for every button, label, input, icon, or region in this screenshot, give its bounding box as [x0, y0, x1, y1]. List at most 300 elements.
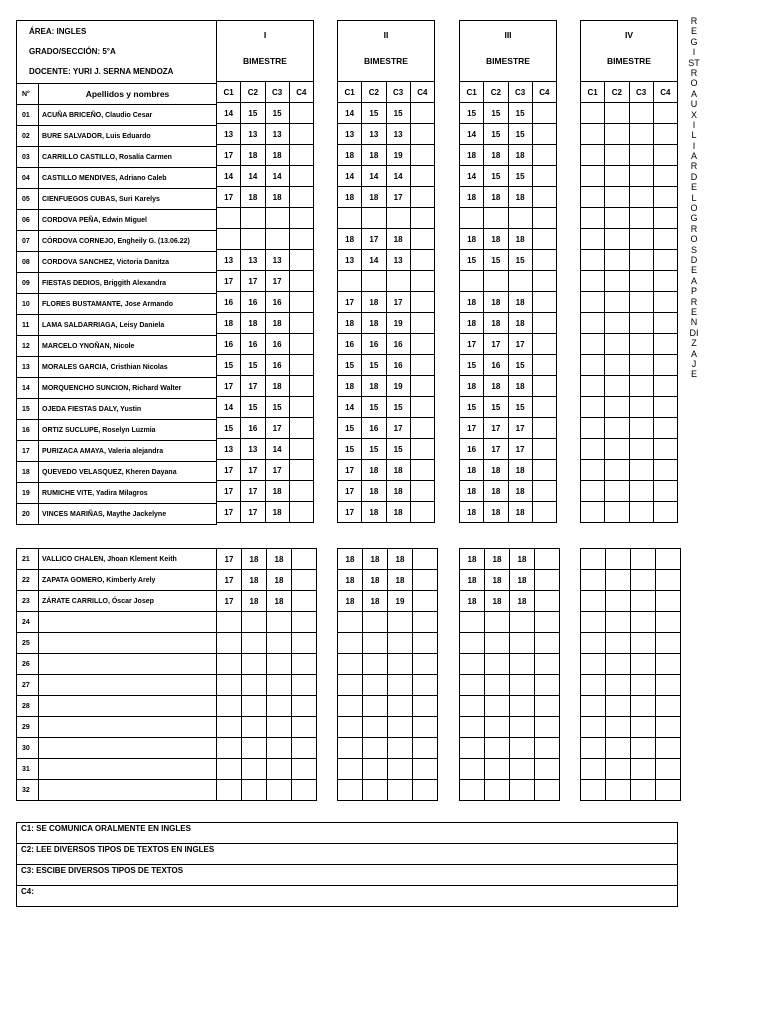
student-number: 29	[17, 717, 39, 738]
grade-cell	[413, 780, 438, 801]
bimestre-number: III	[504, 30, 512, 40]
grade-cell	[631, 612, 656, 633]
student-number: 26	[17, 654, 39, 675]
vertical-title-letter: G	[690, 36, 698, 47]
grade-cell	[289, 208, 313, 229]
grade-cell	[532, 439, 556, 460]
grade-cell	[535, 696, 560, 717]
grade-row	[338, 376, 435, 397]
grade-cell: 17	[265, 271, 289, 292]
grade-cell: 15	[386, 397, 410, 418]
grade-cell	[606, 696, 631, 717]
table-row	[17, 189, 217, 210]
criteria-header: C1	[581, 82, 605, 103]
col-header-name: Apellidos y nombres	[39, 84, 217, 105]
grade-cell	[292, 633, 317, 654]
vertical-title-letter: A	[690, 348, 697, 359]
grade-row	[460, 633, 560, 654]
student-name	[39, 633, 217, 654]
grade-row	[460, 654, 560, 675]
grade-cell	[535, 591, 560, 612]
grade-cell	[581, 292, 605, 313]
grade-cell: 18	[362, 502, 386, 523]
grade-cell	[581, 717, 606, 738]
grade-cell	[629, 229, 653, 250]
grade-row	[338, 397, 435, 418]
grade-row	[338, 334, 435, 355]
grade-row	[338, 654, 438, 675]
grade-cell	[581, 334, 605, 355]
grade-cell: 19	[388, 591, 413, 612]
grade-cell: 17	[362, 229, 386, 250]
grade-cell	[581, 738, 606, 759]
grade-cell	[460, 717, 485, 738]
grade-row	[217, 481, 314, 502]
table-row	[17, 168, 217, 189]
grade-row	[581, 418, 678, 439]
student-number: 05	[17, 189, 39, 210]
grade-cell: 14	[460, 124, 484, 145]
student-name: CORDOVA SANCHEZ, Victoria Danitza	[39, 252, 217, 273]
grade-cell: 16	[217, 334, 241, 355]
grade-cell	[289, 250, 313, 271]
grade-cell	[581, 376, 605, 397]
grade-cell	[362, 271, 386, 292]
grade-cell: 18	[242, 549, 267, 570]
grade-cell: 17	[217, 460, 241, 481]
grade-cell	[510, 780, 535, 801]
grade-cell: 18	[362, 376, 386, 397]
course-info	[17, 21, 217, 84]
grade-cell	[581, 591, 606, 612]
grade-cell	[581, 208, 605, 229]
grade-cell	[460, 675, 485, 696]
grade-cell: 14	[217, 397, 241, 418]
grade-cell	[485, 696, 510, 717]
grade-cell	[388, 675, 413, 696]
grade-cell	[605, 334, 629, 355]
table-row	[17, 378, 217, 399]
student-name: QUEVEDO VELASQUEZ, Kheren Dayana	[39, 462, 217, 483]
student-name: CARRILLO CASTILLO, Rosalía Carmen	[39, 147, 217, 168]
vertical-title	[688, 16, 700, 380]
grade-cell: 15	[217, 355, 241, 376]
vertical-title-letter: ST	[688, 57, 700, 68]
grade-cell	[581, 145, 605, 166]
grade-row	[581, 570, 681, 591]
grade-cell	[267, 612, 292, 633]
grade-row	[338, 591, 438, 612]
grade-cell: 18	[265, 376, 289, 397]
grade-cell	[581, 103, 605, 124]
grade-cell	[653, 145, 677, 166]
grade-cell	[532, 166, 556, 187]
student-number: 21	[17, 549, 39, 570]
grade-row	[217, 292, 314, 313]
grade-cell	[653, 166, 677, 187]
grade-cell	[485, 717, 510, 738]
grade-cell: 16	[460, 439, 484, 460]
grade-row	[460, 124, 557, 145]
grade-cell	[656, 738, 681, 759]
grade-row	[460, 591, 560, 612]
grade-cell	[631, 717, 656, 738]
grade-cell: 18	[362, 292, 386, 313]
grade-cell	[581, 166, 605, 187]
grade-cell	[532, 460, 556, 481]
bimestre-table-iii-block2	[459, 548, 560, 801]
table-row	[17, 357, 217, 378]
student-name: VALLICO CHALEN, Jhoan Klement Keith	[39, 549, 217, 570]
grade-cell: 18	[363, 591, 388, 612]
grade-cell: 17	[508, 334, 532, 355]
grade-cell: 17	[386, 292, 410, 313]
grade-cell: 17	[217, 187, 241, 208]
grade-row	[217, 208, 314, 229]
grade-cell	[581, 229, 605, 250]
grade-cell: 15	[217, 418, 241, 439]
table-row	[17, 612, 217, 633]
grade-cell	[606, 549, 631, 570]
grade-cell	[460, 612, 485, 633]
grade-row	[217, 502, 314, 523]
grade-cell	[413, 654, 438, 675]
grade-row	[217, 780, 317, 801]
student-number: 19	[17, 483, 39, 504]
grade-row	[460, 103, 557, 124]
grade-cell: 18	[265, 145, 289, 166]
grade-cell	[605, 271, 629, 292]
grade-cell	[606, 633, 631, 654]
grade-cell	[631, 780, 656, 801]
grade-cell: 18	[460, 591, 485, 612]
grade-row	[217, 187, 314, 208]
grade-cell	[388, 696, 413, 717]
grade-cell	[656, 633, 681, 654]
grade-cell: 13	[338, 124, 362, 145]
grade-cell	[581, 612, 606, 633]
grade-cell	[410, 439, 434, 460]
grade-cell: 13	[338, 250, 362, 271]
table-row	[17, 399, 217, 420]
grade-cell	[629, 103, 653, 124]
grade-cell: 18	[508, 313, 532, 334]
student-name: BURE SALVADOR, Luis Eduardo	[39, 126, 217, 147]
grade-cell	[413, 633, 438, 654]
grade-section-label: GRADO/SECCIÓN: 5°A	[29, 47, 116, 56]
grade-cell	[217, 675, 242, 696]
grade-cell	[535, 780, 560, 801]
grade-cell: 18	[508, 292, 532, 313]
grade-cell: 17	[484, 334, 508, 355]
grade-row	[581, 439, 678, 460]
grade-cell	[363, 780, 388, 801]
grade-cell: 18	[362, 481, 386, 502]
grade-row	[338, 460, 435, 481]
bimestre-label: BIMESTRE	[243, 56, 287, 66]
grade-row	[581, 376, 678, 397]
grade-cell	[289, 124, 313, 145]
grade-cell	[410, 397, 434, 418]
grade-cell	[535, 549, 560, 570]
grade-cell	[532, 481, 556, 502]
grade-row	[581, 313, 678, 334]
grade-cell	[388, 780, 413, 801]
grade-cell	[338, 717, 363, 738]
vertical-title-letter: E	[690, 182, 697, 193]
grade-cell: 17	[217, 481, 241, 502]
table-row	[17, 759, 217, 780]
grade-cell: 17	[217, 376, 241, 397]
student-name: OJEDA FIESTAS DALY, Yustin	[39, 399, 217, 420]
grade-cell	[605, 145, 629, 166]
grade-cell	[413, 717, 438, 738]
grade-cell	[292, 675, 317, 696]
grade-cell: 18	[242, 591, 267, 612]
vertical-title-letter: R	[690, 67, 698, 78]
grade-cell: 18	[362, 313, 386, 334]
grade-cell	[363, 738, 388, 759]
grade-cell	[289, 229, 313, 250]
grade-cell: 13	[241, 439, 265, 460]
bimestre-number: I	[263, 30, 267, 40]
grade-cell: 17	[217, 271, 241, 292]
grade-cell: 18	[460, 376, 484, 397]
grade-row	[460, 334, 557, 355]
grade-cell	[510, 633, 535, 654]
grade-cell	[606, 759, 631, 780]
grade-cell: 13	[265, 124, 289, 145]
grade-cell: 18	[460, 460, 484, 481]
grade-cell: 15	[386, 103, 410, 124]
grade-cell: 18	[363, 549, 388, 570]
criteria-header: C1	[460, 82, 484, 103]
grade-cell	[363, 717, 388, 738]
grade-cell	[484, 271, 508, 292]
table-row	[17, 336, 217, 357]
grade-cell	[535, 717, 560, 738]
grade-cell: 17	[217, 145, 241, 166]
grade-row	[581, 696, 681, 717]
grade-cell	[410, 376, 434, 397]
grade-cell	[265, 229, 289, 250]
grade-cell	[267, 780, 292, 801]
grade-cell: 17	[241, 502, 265, 523]
grade-row	[460, 145, 557, 166]
grade-row	[217, 250, 314, 271]
grade-row	[581, 187, 678, 208]
grade-cell: 18	[338, 229, 362, 250]
grade-row	[217, 229, 314, 250]
grade-cell: 19	[386, 145, 410, 166]
grade-row	[338, 271, 435, 292]
grade-row	[217, 313, 314, 334]
grade-row	[581, 738, 681, 759]
grade-cell	[242, 612, 267, 633]
grade-cell: 18	[484, 145, 508, 166]
grade-cell	[460, 759, 485, 780]
bimestre-header	[460, 21, 557, 82]
grade-cell	[338, 780, 363, 801]
grade-row	[460, 250, 557, 271]
grade-row	[338, 696, 438, 717]
grade-row	[338, 633, 438, 654]
grade-cell	[410, 292, 434, 313]
vertical-title-letter: O	[690, 234, 698, 245]
grade-cell	[656, 696, 681, 717]
grade-cell: 17	[241, 376, 265, 397]
grade-row	[581, 103, 678, 124]
grade-cell: 17	[265, 460, 289, 481]
grade-cell: 18	[484, 376, 508, 397]
grade-cell: 18	[460, 292, 484, 313]
grade-row	[581, 481, 678, 502]
grade-cell: 14	[460, 166, 484, 187]
grade-cell	[581, 271, 605, 292]
grade-cell: 17	[241, 481, 265, 502]
vertical-title-letter: O	[690, 203, 698, 214]
grade-row	[217, 549, 317, 570]
grade-cell: 18	[242, 570, 267, 591]
grade-cell	[532, 229, 556, 250]
grade-cell	[413, 759, 438, 780]
grade-cell	[267, 696, 292, 717]
grade-cell	[606, 654, 631, 675]
grade-cell	[532, 208, 556, 229]
grade-cell	[242, 654, 267, 675]
grade-cell	[242, 759, 267, 780]
grade-cell: 15	[460, 103, 484, 124]
grade-cell	[410, 103, 434, 124]
vertical-title-letter: DI	[689, 327, 699, 338]
grade-cell	[289, 271, 313, 292]
grade-cell	[460, 696, 485, 717]
student-name: FLORES BUSTAMANTE, Jose Armando	[39, 294, 217, 315]
grade-row	[217, 145, 314, 166]
grade-cell	[460, 271, 484, 292]
grade-cell: 17	[241, 460, 265, 481]
grade-cell	[410, 271, 434, 292]
grade-cell	[292, 654, 317, 675]
grade-row	[460, 502, 557, 523]
grade-cell	[629, 355, 653, 376]
grade-cell	[581, 460, 605, 481]
grade-row	[338, 145, 435, 166]
grade-row	[217, 612, 317, 633]
table-row	[17, 633, 217, 654]
table-row	[17, 315, 217, 336]
grade-cell	[338, 654, 363, 675]
grade-cell	[388, 612, 413, 633]
grade-cell: 18	[508, 481, 532, 502]
grade-row	[338, 250, 435, 271]
grade-cell	[510, 759, 535, 780]
grade-cell: 15	[484, 397, 508, 418]
grade-cell	[581, 759, 606, 780]
grade-row	[217, 166, 314, 187]
grade-cell	[388, 717, 413, 738]
grade-cell: 18	[338, 376, 362, 397]
grade-cell	[413, 549, 438, 570]
grade-cell	[653, 460, 677, 481]
student-number: 22	[17, 570, 39, 591]
grade-row	[338, 208, 435, 229]
vertical-title-letter: X	[690, 109, 697, 120]
grade-cell	[289, 376, 313, 397]
grade-cell: 17	[338, 292, 362, 313]
student-name: ORTIZ SUCLUPE, Roselyn Luzmia	[39, 420, 217, 441]
grade-row	[581, 591, 681, 612]
grade-cell	[289, 313, 313, 334]
grade-cell	[241, 208, 265, 229]
grade-cell	[629, 271, 653, 292]
grade-cell: 16	[265, 292, 289, 313]
grade-cell: 18	[510, 549, 535, 570]
table-row	[17, 483, 217, 504]
grade-cell: 17	[460, 334, 484, 355]
grade-cell	[605, 208, 629, 229]
grade-cell: 15	[508, 355, 532, 376]
grade-cell	[410, 208, 434, 229]
grade-cell	[532, 250, 556, 271]
grade-cell: 15	[508, 397, 532, 418]
grade-row	[217, 397, 314, 418]
grade-cell	[532, 355, 556, 376]
student-number: 28	[17, 696, 39, 717]
grade-row	[460, 780, 560, 801]
grade-cell	[631, 675, 656, 696]
grade-cell: 15	[484, 166, 508, 187]
grade-cell	[362, 208, 386, 229]
grade-cell	[267, 654, 292, 675]
grade-row	[581, 549, 681, 570]
vertical-title-letter: R	[690, 296, 698, 307]
bimestre-label: BIMESTRE	[486, 56, 530, 66]
bimestre-table-iii	[459, 20, 557, 523]
grade-cell: 15	[265, 397, 289, 418]
grade-row	[581, 250, 678, 271]
table-row	[17, 126, 217, 147]
grade-cell	[410, 124, 434, 145]
grade-cell: 15	[362, 397, 386, 418]
grade-cell	[653, 250, 677, 271]
vertical-title-letter: I	[692, 140, 696, 151]
grade-row	[217, 654, 317, 675]
grade-cell	[581, 250, 605, 271]
grade-cell: 18	[460, 481, 484, 502]
grade-cell: 18	[265, 481, 289, 502]
grade-cell	[653, 187, 677, 208]
grade-cell	[532, 124, 556, 145]
bimestre-label: BIMESTRE	[364, 56, 408, 66]
grade-cell	[605, 355, 629, 376]
grade-cell	[656, 759, 681, 780]
student-number: 09	[17, 273, 39, 294]
grade-cell	[485, 759, 510, 780]
grade-cell: 18	[508, 376, 532, 397]
grade-cell	[581, 570, 606, 591]
vertical-title-letter: I	[692, 119, 696, 130]
grade-cell	[292, 738, 317, 759]
grade-cell	[485, 633, 510, 654]
grade-row	[460, 549, 560, 570]
grade-cell: 13	[217, 439, 241, 460]
grade-cell	[605, 313, 629, 334]
grade-cell	[629, 334, 653, 355]
grade-cell: 15	[241, 355, 265, 376]
grade-cell: 17	[460, 418, 484, 439]
grade-row	[217, 738, 317, 759]
